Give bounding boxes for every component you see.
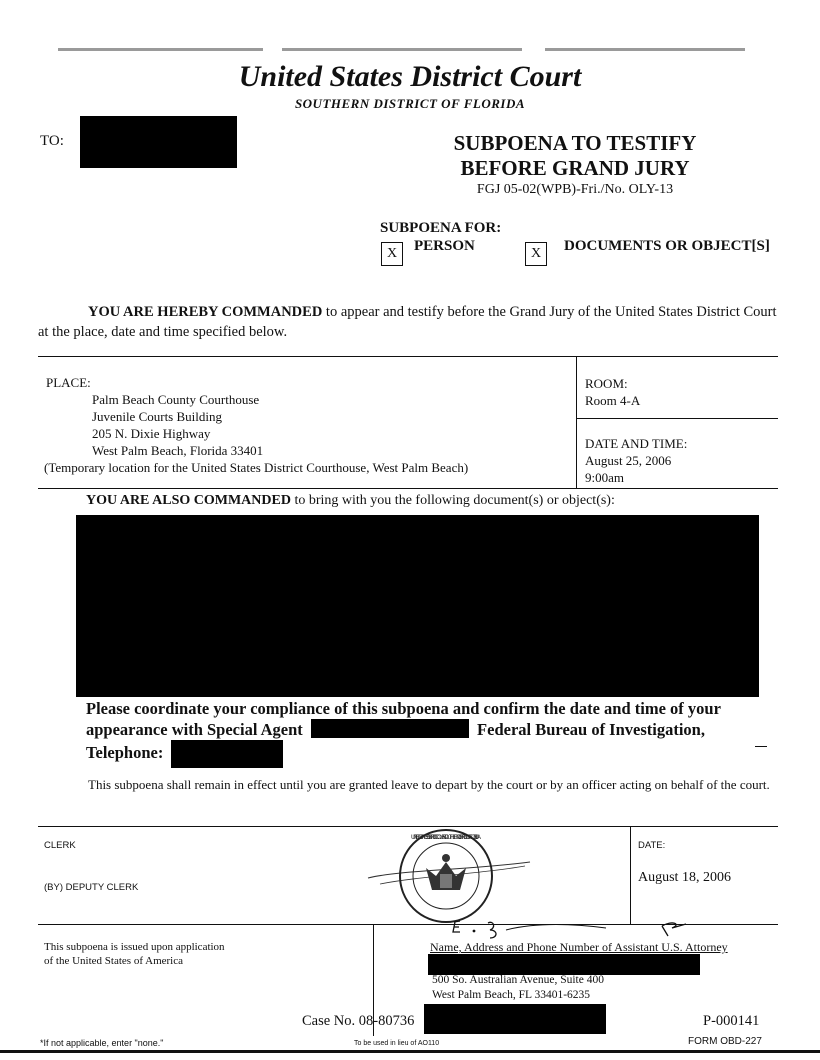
issuance-text: [44, 940, 225, 968]
redacted-attorney-name: [428, 954, 700, 975]
table-bottom-rule: [38, 488, 778, 489]
place-line2: Juvenile Courts Building: [92, 409, 222, 424]
deputy-clerk-label: (BY) DEPUTY CLERK: [44, 882, 139, 893]
to-label: TO:: [40, 133, 64, 149]
table-mid-rule: [576, 418, 778, 419]
place-line1: Palm Beach County Courthouse: [92, 392, 260, 407]
top-rule-left: [58, 48, 263, 51]
place-note: (Temporary location for the United States District Courthouse, West Palm Beach): [44, 460, 469, 475]
top-rule-middle: [282, 48, 522, 51]
date-value: August 25, 2006: [585, 453, 672, 468]
footer-note: *If not applicable, enter "none.": [40, 1038, 164, 1048]
table-vertical-rule: [576, 356, 577, 488]
room-block: [585, 375, 640, 409]
redacted-documents-list: [76, 515, 759, 697]
also-commanded: [86, 493, 615, 509]
issuance-line2: of the United States of America: [44, 955, 183, 967]
redacted-recipient: [80, 116, 237, 168]
also-commanded-lead: YOU ARE ALSO COMMANDED: [86, 493, 291, 508]
coordination-line2-prefix: appearance with Special Agent: [86, 720, 303, 739]
coordination-line2-suffix: Federal Bureau of Investigation,: [477, 720, 705, 739]
stray-dash: [755, 746, 767, 747]
subpoena-for-label: SUBPOENA FOR:: [380, 220, 502, 236]
also-commanded-text: to bring with you the following document(s) or object(s):: [290, 493, 615, 508]
attorney-label: Name, Address and Phone Number of Assistant U.S. Attorney: [430, 940, 728, 954]
top-rule-right: [545, 48, 745, 51]
date-label: DATE:: [638, 840, 666, 851]
redacted-telephone: [171, 740, 283, 768]
case-number: Case No. 08-80736: [302, 1013, 415, 1029]
documents-checkbox[interactable]: X: [525, 242, 547, 266]
coordination-paragraph: [86, 698, 776, 768]
court-name: United States District Court: [238, 60, 582, 93]
signature-date: August 18, 2006: [638, 870, 731, 885]
place-line3: 205 N. Dixie Highway: [92, 426, 211, 441]
subpoena-reference: FGJ 05-02(WPB)-Fri./No. OLY-13: [476, 182, 674, 197]
date-time-block: [585, 435, 687, 486]
place-block: [46, 374, 263, 459]
coordination-line1: Please coordinate your compliance of this subpoena and confirm the date and time of your: [86, 699, 721, 718]
clerk-label: CLERK: [44, 840, 76, 851]
subpoena-title-line1: SUBPOENA TO TESTIFY: [453, 131, 697, 155]
remain-paragraph: [38, 776, 783, 793]
handwritten-initials: [446, 918, 726, 942]
seal-text: UNITED STATES DISTRICT COURT · SOUTHERN DISTRICT OF FLORIDA: [411, 834, 481, 841]
person-checkbox[interactable]: X: [381, 242, 403, 266]
remain-text: This subpoena shall remain in effect until you are granted leave to depart by the court or by an officer acting on behalf of the court.: [88, 777, 770, 792]
room-label: ROOM:: [585, 376, 628, 391]
coordination-line3: Telephone:: [86, 743, 164, 762]
redacted-agent-name: [311, 719, 469, 738]
date-time-label: DATE AND TIME:: [585, 436, 688, 451]
command-paragraph: [38, 302, 784, 342]
attorney-address-line2: West Palm Beach, FL 33401-6235: [432, 989, 591, 1001]
place-label: PLACE:: [46, 375, 91, 390]
attorney-address: [432, 973, 604, 1003]
documents-label: DOCUMENTS OR OBJECT[S]: [564, 238, 770, 254]
bottom-edge-rule: [0, 1050, 820, 1053]
district-name: SOUTHERN DISTRICT OF FLORIDA: [294, 96, 526, 111]
bates-number: P-000141: [703, 1013, 760, 1029]
issuance-line1: This subpoena is issued upon application: [44, 941, 225, 953]
command-lead: YOU ARE HEREBY COMMANDED: [88, 304, 323, 320]
court-seal: [360, 826, 540, 926]
person-label: PERSON: [414, 238, 475, 254]
attorney-address-line1: 500 So. Australian Avenue, Suite 400: [432, 974, 604, 986]
command-text: to appear and testify before the Grand Jury of the United States District Court at the place, date and time specified below.: [38, 304, 777, 340]
form-number: FORM OBD-227: [688, 1036, 762, 1047]
place-line4: West Palm Beach, Florida 33401: [92, 443, 264, 458]
table-top-rule: [38, 356, 778, 357]
redacted-case-suffix: [424, 1004, 606, 1034]
used-in-lieu: To be used in lieu of AO110: [354, 1040, 440, 1047]
subpoena-title-line2: BEFORE GRAND JURY: [460, 156, 690, 180]
time-value: 9:00am: [585, 470, 624, 485]
room-value: Room 4-A: [585, 393, 641, 408]
signature-vertical-rule: [630, 826, 631, 924]
